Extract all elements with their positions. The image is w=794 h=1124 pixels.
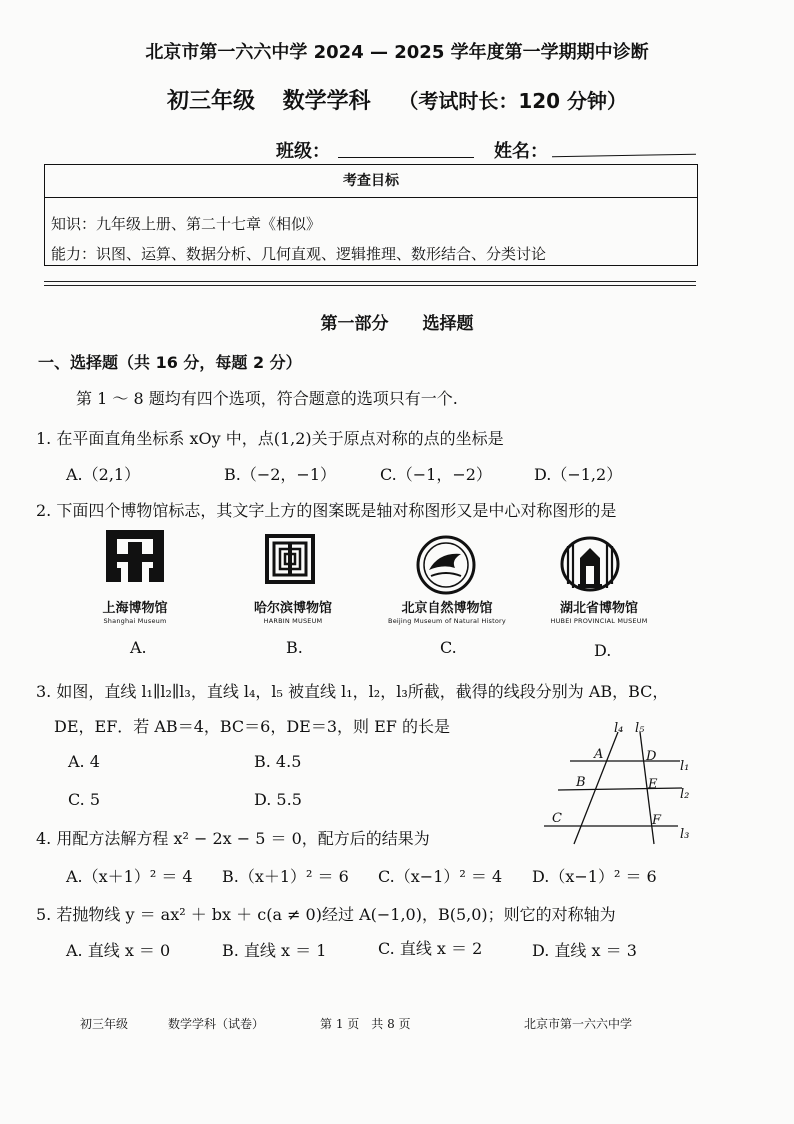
hubei-museum-logo-icon bbox=[560, 536, 620, 594]
q5-option-b[interactable]: B. 直线 x ＝ 1 bbox=[222, 941, 327, 960]
label-E: E bbox=[648, 777, 658, 792]
harbin-museum-logo-icon bbox=[265, 534, 315, 584]
logo-d-name: 湖北省博物馆 bbox=[559, 601, 638, 616]
logo-a-name: 上海博物馆 bbox=[102, 601, 168, 616]
objectives-box bbox=[44, 164, 698, 266]
q2-option-d[interactable]: D. bbox=[594, 641, 612, 660]
q3-option-b[interactable]: B. 4.5 bbox=[254, 752, 302, 771]
q2-option-c[interactable]: C. bbox=[440, 638, 457, 657]
label-D: D bbox=[646, 749, 657, 764]
q4-option-d[interactable]: D.（x−1）² ＝ 6 bbox=[532, 867, 657, 886]
part-heading: 第一部分 选择题 bbox=[320, 314, 474, 334]
parallel-lines-figure bbox=[530, 718, 700, 848]
label-l4: l₄ bbox=[614, 721, 624, 736]
class-label: 班级： bbox=[276, 141, 330, 162]
logo-a-sub: Shanghai Museum bbox=[103, 617, 167, 625]
label-F: F bbox=[652, 813, 662, 828]
q5-option-a[interactable]: A. 直线 x ＝ 0 bbox=[66, 941, 171, 960]
q1-option-d[interactable]: D.（−1,2） bbox=[534, 465, 623, 484]
footer-page: 第 1 页 共 8 页 bbox=[320, 1017, 411, 1031]
label-A: A bbox=[594, 747, 604, 762]
logo-b-sub: HARBIN MUSEUM bbox=[263, 617, 323, 625]
q4-option-a[interactable]: A.（x＋1）² ＝ 4 bbox=[66, 867, 193, 886]
logo-c-sub: Beijing Museum of Natural History bbox=[388, 617, 506, 625]
question-1-stem: 1. 在平面直角坐标系 xOy 中，点(1,2)关于原点对称的点的坐标是 bbox=[36, 429, 504, 448]
q5-option-c[interactable]: C. 直线 x ＝ 2 bbox=[378, 939, 483, 958]
class-field[interactable] bbox=[338, 157, 474, 158]
objectives-knowledge: 知识：九年级上册、第二十七章《相似》 bbox=[51, 215, 322, 233]
q4-option-c[interactable]: C.（x−1）² ＝ 4 bbox=[378, 867, 503, 886]
section-title: 一、选择题（共 16 分，每题 2 分） bbox=[38, 353, 302, 372]
question-3-stem-line1: 3. 如图，直线 l₁∥l₂∥l₃，直线 l₄，l₅ 被直线 l₁，l₂，l₃所截，截得的线段分别为 AB，BC， bbox=[36, 682, 669, 701]
beijing-natural-history-logo-icon bbox=[415, 534, 477, 596]
objectives-ability: 能力：识图、运算、数据分析、几何直观、逻辑推理、数形结合、分类讨论 bbox=[51, 245, 547, 263]
divider-line bbox=[44, 281, 696, 282]
section-instruction: 第 1 ～ 8 题均有四个选项，符合题意的选项只有一个. bbox=[76, 389, 458, 408]
q3-option-c[interactable]: C. 5 bbox=[68, 790, 101, 809]
q4-option-b[interactable]: B.（x＋1）² ＝ 6 bbox=[222, 867, 349, 886]
label-l2: l₂ bbox=[680, 787, 690, 802]
logo-c-name: 北京自然博物馆 bbox=[401, 601, 493, 616]
footer-grade: 初三年级 bbox=[80, 1017, 129, 1031]
footer-subject: 数学学科（试卷） bbox=[168, 1017, 265, 1031]
question-3-stem-line2: DE，EF．若 AB＝4，BC＝6，DE＝3，则 EF 的长是 bbox=[54, 717, 450, 736]
exam-subtitle bbox=[0, 84, 794, 115]
label-l3: l₃ bbox=[680, 827, 690, 842]
logo-d-sub: HUBEI PROVINCIAL MUSEUM bbox=[550, 617, 648, 625]
q1-option-c[interactable]: C.（−1，−2） bbox=[380, 465, 492, 484]
footer-school: 北京市第一六六中学 bbox=[524, 1017, 633, 1031]
q2-option-b[interactable]: B. bbox=[286, 638, 303, 657]
question-2-stem: 2. 下面四个博物馆标志，其文字上方的图案既是轴对称图形又是中心对称图形的是 bbox=[36, 501, 617, 520]
shanghai-museum-logo-icon bbox=[104, 528, 166, 584]
grade-label: 初三年级 bbox=[166, 89, 255, 114]
subject-label: 数学学科 bbox=[282, 89, 371, 114]
objectives-header: 考查目标 bbox=[45, 165, 697, 198]
logo-b-name: 哈尔滨博物馆 bbox=[253, 601, 332, 616]
question-4-stem: 4. 用配方法解方程 x² − 2x − 5 ＝ 0，配方后的结果为 bbox=[36, 829, 430, 848]
q5-option-d[interactable]: D. 直线 x ＝ 3 bbox=[532, 941, 637, 960]
name-label: 姓名： bbox=[494, 141, 548, 162]
label-B: B bbox=[576, 775, 586, 790]
duration-label: （考试时长：120 分钟） bbox=[398, 89, 628, 113]
q1-option-a[interactable]: A.（2,1） bbox=[66, 465, 141, 484]
label-C: C bbox=[552, 811, 562, 826]
label-l1: l₁ bbox=[680, 759, 690, 774]
divider-line bbox=[44, 285, 696, 286]
q3-option-a[interactable]: A. 4 bbox=[68, 752, 100, 771]
q1-option-b[interactable]: B.（−2，−1） bbox=[224, 465, 337, 484]
label-l5: l₅ bbox=[635, 721, 645, 736]
name-field[interactable] bbox=[552, 154, 696, 158]
exam-title: 北京市第一六六中学 2024 — 2025 学年度第一学期期中诊断 bbox=[145, 42, 649, 63]
question-5-stem: 5. 若抛物线 y ＝ ax² ＋ bx ＋ c(a ≠ 0)经过 A(−1,0)，B(5,0)；则它的对称轴为 bbox=[36, 905, 616, 924]
q3-option-d[interactable]: D. 5.5 bbox=[254, 790, 302, 809]
q2-option-a[interactable]: A. bbox=[130, 638, 147, 657]
